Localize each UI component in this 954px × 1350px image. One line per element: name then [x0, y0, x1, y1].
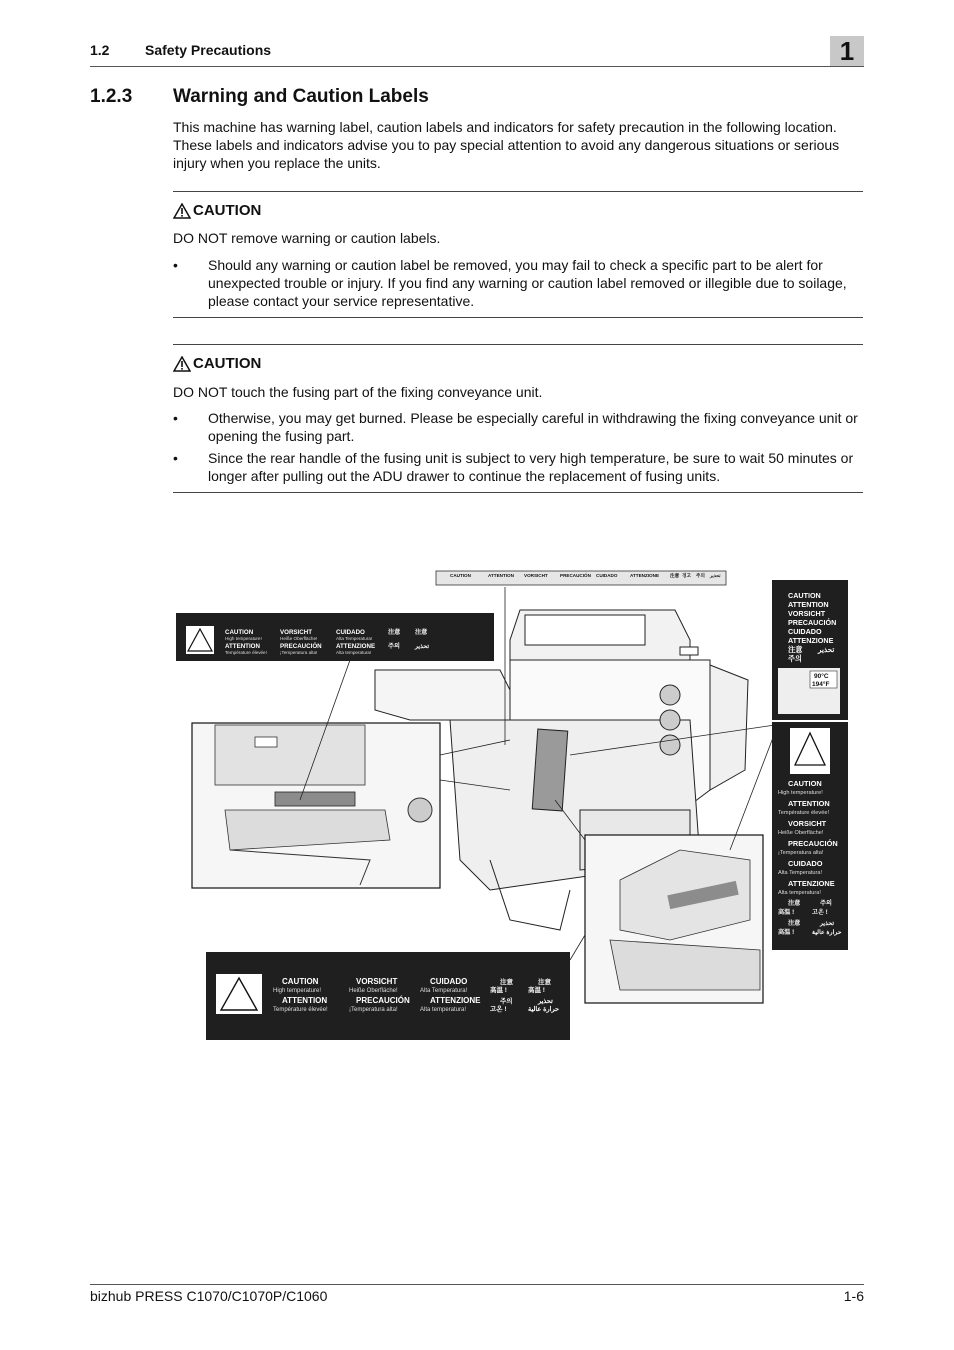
- inset-right: [585, 835, 763, 1003]
- section-heading: [90, 86, 429, 108]
- svg-text:¡Temperatura alta!: ¡Temperatura alta!: [280, 650, 318, 655]
- svg-text:تحذير: تحذير: [538, 998, 553, 1005]
- caution-lead: DO NOT remove warning or caution labels.: [173, 230, 441, 246]
- svg-text:PRECAUCIÓN: PRECAUCIÓN: [788, 618, 837, 627]
- svg-text:CUIDADO: CUIDADO: [336, 629, 365, 636]
- caution-block-2: [173, 344, 863, 493]
- svg-text:ATTENTION: ATTENTION: [788, 600, 829, 609]
- svg-text:تحذير: تحذير: [820, 920, 835, 927]
- svg-text:CAUTION: CAUTION: [788, 779, 822, 788]
- strip-text: PRECAUCIÓN: [560, 573, 591, 578]
- svg-text:CUIDADO: CUIDADO: [430, 977, 468, 986]
- bullet-text: Otherwise, you may get burned. Please be especially careful in withdrawing the fixing conveyance unit or opening the fusing part.: [208, 410, 858, 444]
- svg-text:高温 !: 高温 !: [778, 909, 795, 916]
- svg-text:Alta Temperatura!: Alta Temperatura!: [336, 636, 373, 641]
- svg-text:ATTENTION: ATTENTION: [282, 996, 328, 1005]
- svg-text:注意: 注意: [788, 900, 801, 907]
- svg-text:Température élevée!: Température élevée!: [273, 1007, 328, 1013]
- svg-text:تحذير: تحذير: [818, 645, 835, 654]
- svg-text:PRECAUCIÓN: PRECAUCIÓN: [356, 996, 410, 1005]
- svg-text:CAUTION: CAUTION: [788, 591, 821, 600]
- strip-text: ATTENZIONE: [630, 573, 660, 578]
- svg-text:Heiße Oberfläche!: Heiße Oberfläche!: [280, 636, 318, 641]
- svg-text:Alta temperatura!: Alta temperatura!: [420, 1007, 467, 1013]
- caution-block-1: [173, 191, 863, 318]
- strip-text: CAUTION: [450, 573, 471, 578]
- header-section-number: 1.2: [90, 42, 110, 58]
- heading-number: 1.2.3: [90, 86, 133, 107]
- svg-text:90°C: 90°C: [814, 673, 829, 680]
- svg-text:PRECAUCIÓN: PRECAUCIÓN: [788, 839, 838, 848]
- svg-text:High temperature!: High temperature!: [273, 988, 322, 994]
- svg-text:Température élevée!: Température élevée!: [225, 650, 267, 655]
- caution-lead: DO NOT touch the fusing part of the fixing conveyance unit.: [173, 384, 543, 400]
- svg-text:VORSICHT: VORSICHT: [788, 609, 826, 618]
- svg-text:¡Temperatura alta!: ¡Temperatura alta!: [349, 1007, 398, 1013]
- bullet-text: Since the rear handle of the fusing unit is subject to very high temperature, be sure to wait 50 minutes or longer after pulling out the ADU drawer to continue the replacement of fusing units.: [208, 450, 854, 484]
- svg-text:VORSICHT: VORSICHT: [788, 819, 827, 828]
- page-footer: [90, 1284, 864, 1304]
- label-location-illustration: [170, 560, 860, 1050]
- svg-text:注意: 注意: [500, 979, 513, 986]
- bullet-dot: •: [173, 410, 178, 426]
- svg-text:CAUTION: CAUTION: [225, 629, 254, 636]
- svg-text:VORSICHT: VORSICHT: [280, 629, 312, 636]
- svg-text:High temperature!: High temperature!: [778, 790, 823, 796]
- inset-left: [192, 723, 440, 888]
- strip-text: VORSICHT: [524, 573, 548, 578]
- warning-triangle-icon: [173, 356, 191, 372]
- svg-text:CUIDADO: CUIDADO: [788, 627, 822, 636]
- list-item: [173, 409, 863, 445]
- label-right-top: [772, 580, 848, 720]
- svg-text:ATTENZIONE: ATTENZIONE: [336, 643, 376, 650]
- list-item: [173, 449, 863, 485]
- bullet-dot: •: [173, 450, 178, 466]
- header-section-title: Safety Precautions: [145, 42, 272, 58]
- svg-text:高温 !: 高温 !: [490, 987, 507, 994]
- bullet-dot: •: [173, 257, 178, 273]
- svg-text:ATTENZIONE: ATTENZIONE: [788, 879, 835, 888]
- svg-text:حرارة عالية: حرارة عالية: [812, 929, 842, 936]
- svg-text:고온 !: 고온 !: [812, 909, 828, 916]
- svg-text:¡Temperatura alta!: ¡Temperatura alta!: [778, 850, 824, 856]
- svg-text:PRECAUCIÓN: PRECAUCIÓN: [280, 643, 322, 650]
- strip-text: 주의: [696, 573, 705, 578]
- svg-text:تحذير: تحذير: [415, 643, 430, 650]
- svg-text:ATTENTION: ATTENTION: [225, 643, 260, 650]
- chapter-badge: 1: [830, 36, 864, 66]
- heading-title: Warning and Caution Labels: [173, 86, 429, 107]
- label-right-bottom: [772, 722, 848, 950]
- caution-title-1: [173, 202, 261, 219]
- caution-label: CAUTION: [193, 355, 262, 372]
- svg-text:حرارة عالية: حرارة عالية: [528, 1006, 560, 1013]
- label-left: [176, 613, 494, 661]
- list-item: [173, 256, 863, 310]
- svg-text:注意: 注意: [788, 645, 803, 654]
- svg-text:Température élevée!: Température élevée!: [778, 810, 829, 816]
- page-number: 1-6: [843, 1288, 864, 1304]
- caution-label: CAUTION: [193, 202, 262, 219]
- svg-text:注意: 注意: [388, 629, 401, 636]
- svg-text:High temperature!: High temperature!: [225, 636, 262, 641]
- strip-text: 注意: [670, 573, 680, 578]
- svg-text:Alta temperatura!: Alta temperatura!: [336, 650, 372, 655]
- svg-text:194°F: 194°F: [812, 681, 830, 688]
- svg-text:주의: 주의: [820, 900, 832, 907]
- svg-text:주의: 주의: [500, 998, 513, 1005]
- caution-title-2: [173, 355, 261, 372]
- svg-text:注意: 注意: [788, 920, 801, 927]
- svg-text:ATTENZIONE: ATTENZIONE: [430, 996, 481, 1005]
- svg-text:VORSICHT: VORSICHT: [356, 977, 398, 986]
- strip-text: ATTENTION: [488, 573, 514, 578]
- label-bottom: [206, 952, 570, 1040]
- svg-text:주의: 주의: [788, 654, 802, 663]
- svg-text:Heiße Oberfläche!: Heiße Oberfläche!: [349, 988, 398, 994]
- svg-text:Heiße Oberfläche!: Heiße Oberfläche!: [778, 830, 824, 836]
- strip-text: تحذير: [710, 573, 721, 578]
- svg-text:注意: 注意: [538, 979, 551, 986]
- svg-text:CAUTION: CAUTION: [282, 977, 319, 986]
- svg-text:CUIDADO: CUIDADO: [788, 859, 823, 868]
- svg-text:高温 !: 高温 !: [528, 987, 545, 994]
- bullet-text: Should any warning or caution label be removed, you may fail to check a specific part to be alert for unexpected trouble or injury. If you find any warning or caution label removed or illegible due to soilage, please contact your service representative.: [208, 257, 847, 309]
- strip-text: 경고: [682, 573, 691, 578]
- svg-text:高温 !: 高温 !: [778, 929, 795, 936]
- svg-text:주의: 주의: [388, 643, 400, 650]
- svg-text:注意: 注意: [415, 629, 428, 636]
- svg-text:Alta Temperatura!: Alta Temperatura!: [778, 870, 823, 876]
- footer-model: bizhub PRESS C1070/C1070P/C1060: [90, 1288, 328, 1304]
- svg-text:Alta Temperatura!: Alta Temperatura!: [420, 988, 468, 994]
- warning-triangle-icon: [173, 203, 191, 219]
- svg-text:ATTENZIONE: ATTENZIONE: [788, 636, 834, 645]
- intro-paragraph: This machine has warning label, caution labels and indicators for safety precaution in the following location. These labels and indicators advise you to pay special attention to avoid any dangerous situations or serious injury when you replace the units.: [173, 119, 840, 171]
- svg-text:Alta temperatura!: Alta temperatura!: [778, 890, 821, 896]
- strip-text: CUIDADO: [596, 573, 618, 578]
- svg-text:ATTENTION: ATTENTION: [788, 799, 830, 808]
- page-header: [90, 36, 864, 67]
- svg-text:고온 !: 고온 !: [490, 1006, 507, 1013]
- label-top-strip: [436, 571, 726, 585]
